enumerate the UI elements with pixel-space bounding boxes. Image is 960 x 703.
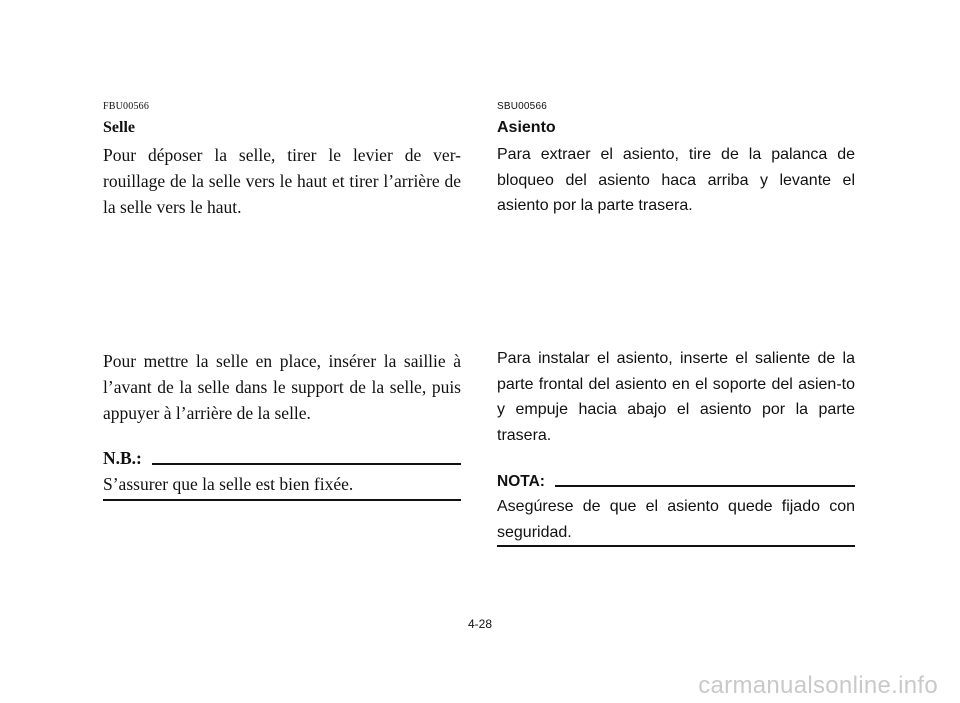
spanish-note-label: NOTA: <box>497 473 545 490</box>
spanish-note-rule <box>555 485 855 487</box>
french-note-label: N.B.: <box>103 448 142 468</box>
french-note-rule <box>152 463 461 465</box>
french-note-text: S’assurer que la selle est bien fixée. <box>103 474 354 494</box>
french-removal-paragraph: Pour déposer la selle, tirer le levier de ver-rouillage de la selle vers le haut et tirer l’arrière de la selle vers le haut. <box>103 145 461 217</box>
spanish-note-header <box>497 473 855 491</box>
french-note-header <box>103 448 461 469</box>
spanish-note-text: Asegúrese de que el asiento quede fijado con seguridad. <box>497 498 855 541</box>
french-section-code: FBU00566 <box>103 101 150 112</box>
spanish-note-end-rule <box>497 545 855 547</box>
french-note-end-rule <box>103 499 461 501</box>
spanish-section-code: SBU00566 <box>497 101 547 112</box>
french-installation-paragraph: Pour mettre la selle en place, insérer la saillie à l’avant de la selle dans le support de la selle, puis appuyer à l’arrière de la selle. <box>103 351 461 423</box>
watermark: carmanualsonline.info <box>698 672 938 699</box>
french-heading: Selle <box>103 119 135 136</box>
spanish-removal-paragraph: Para extraer el asiento, tire de la palanca de bloqueo del asiento haca arriba y levante el asiento por la parte trasera. <box>497 146 855 214</box>
spanish-installation-paragraph: Para instalar el asiento, inserte el saliente de la parte frontal del asiento en el soporte del asien-to y empuje hacia abajo el asiento por la parte trasera. <box>497 350 855 444</box>
spanish-heading: Asiento <box>497 119 556 136</box>
page-number: 4-28 <box>467 617 493 631</box>
